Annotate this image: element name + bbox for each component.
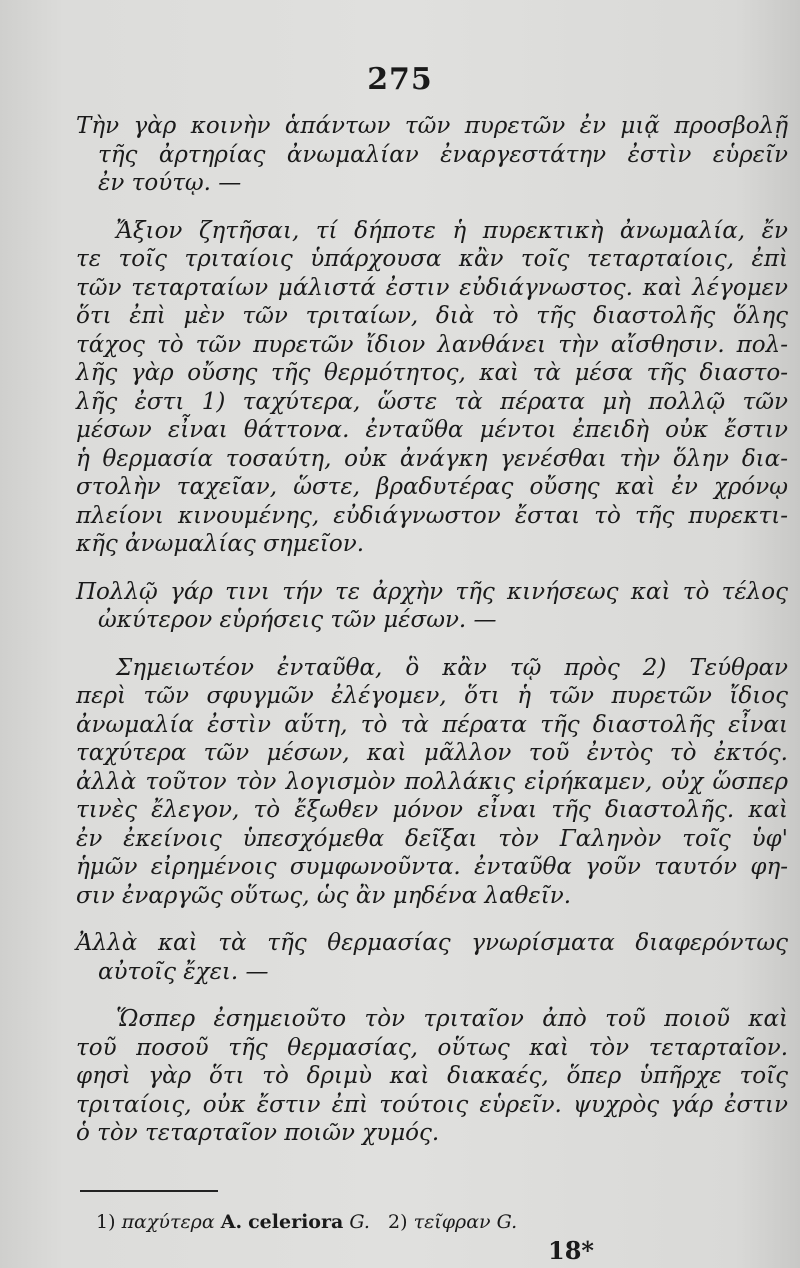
text-line: ὠκύτερον εὑρήσεις τῶν μέσων. —	[98, 607, 497, 633]
paragraph-commentary-3	[76, 1005, 788, 1148]
paragraph-commentary-2	[76, 654, 788, 911]
text-line: σιν ἐναργῶς οὕτως, ὡς ἂν μηδένα λαθεῖν.	[76, 882, 572, 909]
text-line: ὁ τὸν τεταρταῖον ποιῶν χυμός.	[76, 1120, 440, 1146]
text-line: κῆς ἀνωμαλίας σημεῖον.	[76, 531, 365, 557]
text-line: Ἄξιον ζητῆσαι, τί δήποτε ἡ πυρεκτικὴ ἀνωμαλία, ἔν	[116, 217, 788, 244]
text-line: ἐν τούτῳ. —	[98, 170, 242, 196]
text-line: τριταίοις, οὐκ ἔστιν ἐπὶ τούτοις εὑρεῖν. ψυχρὸς γάρ ἐστιν	[76, 1091, 788, 1118]
text-line: ἐν ἐκείνοις ὑπεσχόμεθα δεῖξαι τὸν Γαληνὸν τοῖς ὑφ'	[76, 825, 788, 852]
paragraph-lemma-1	[76, 112, 788, 198]
footnote-rule	[80, 1190, 218, 1192]
text-line: φησὶ γὰρ ὅτι τὸ δριμὺ καὶ διακαές, ὅπερ ὑπῆρχε τοῖς	[76, 1063, 788, 1089]
text-line: τάχος τὸ τῶν πυρετῶν ἴδιον λανθάνει τὴν αἴσθησιν. πολ-	[76, 331, 788, 358]
text-line: τῶν τεταρταίων μάλιστά ἐστιν εὐδιάγνωστος. καὶ λέγομεν	[76, 274, 788, 301]
text-line: ἀνωμαλία ἐστὶν αὕτη, τὸ τὰ πέρατα τῆς διαστολῆς εἶναι	[76, 711, 788, 738]
text-line: ὅτι ἐπὶ μὲν τῶν τριταίων, διὰ τὸ τῆς διαστολῆς ὅλης	[76, 303, 788, 329]
body-text	[76, 112, 788, 1167]
text-line: ἀλλὰ τοῦτον τὸν λογισμὸν πολλάκις εἰρήκαμεν, οὐχ ὥσπερ	[76, 768, 788, 795]
text-line: στολὴν ταχεῖαν, ὥστε, βραδυτέρας οὔσης καὶ ἐν χρόνῳ	[76, 474, 788, 500]
text-line: τινὲς ἔλεγον, τὸ ἔξωθεν μόνον εἶναι τῆς διαστολῆς. καὶ	[76, 797, 788, 823]
text-line: περὶ τῶν σφυγμῶν ἐλέγομεν, ὅτι ἡ τῶν πυρετῶν ἴδιος	[76, 683, 788, 709]
text-line: Τὴν γὰρ κοινὴν ἁπάντων τῶν πυρετῶν ἐν μιᾷ προσβολῇ	[76, 113, 788, 139]
signature-mark: 18*	[548, 1236, 594, 1265]
paragraph-commentary-1	[76, 217, 788, 559]
text-line: ταχύτερα τῶν μέσων, καὶ μᾶλλον τοῦ ἐντὸς τὸ ἐκτός.	[76, 740, 788, 766]
text-line: τῆς ἀρτηρίας ἀνωμαλίαν ἐναργεστάτην ἐστὶν εὑρεῖν	[98, 141, 788, 168]
footnote-2: 2) τεῖφραν G.	[388, 1211, 518, 1233]
text-line: Πολλῷ γάρ τινι τήν τε ἀρχὴν τῆς κινήσεως καὶ τὸ τέλος	[76, 578, 788, 605]
paragraph-lemma-3	[76, 929, 788, 986]
text-line: Ἀλλὰ καὶ τὰ τῆς θερμασίας γνωρίσματα διαφερόντως	[76, 930, 788, 956]
text-line: τοῦ ποσοῦ τῆς θερμασίας, οὕτως καὶ τὸν τεταρταῖον.	[76, 1034, 788, 1061]
footnotes	[96, 1210, 746, 1234]
text-line: λῆς γὰρ οὔσης τῆς θερμότητος, καὶ τὰ μέσα τῆς διαστο-	[76, 360, 788, 386]
text-line: Ὥσπερ ἐσημειοῦτο τὸν τριταῖον ἀπὸ τοῦ ποιοῦ καὶ	[116, 1006, 788, 1032]
text-line: λῆς ἐστι 1) ταχύτερα, ὥστε τὰ πέρατα μὴ πολλῷ τῶν	[76, 388, 788, 415]
page-number: 275	[367, 62, 433, 97]
text-line: τε τοῖς τριταίοις ὑπάρχουσα κἂν τοῖς τεταρταίοις, ἐπὶ	[76, 246, 788, 272]
text-line: Σημειωτέον ἐνταῦθα, ὃ κἂν τῷ πρὸς 2) Τεύθραν	[116, 654, 788, 681]
text-line: πλείονι κινουμένης, εὐδιάγνωστον ἔσται τὸ τῆς πυρεκτι-	[76, 502, 788, 529]
paragraph-lemma-2	[76, 578, 788, 635]
text-line: αὐτοῖς ἔχει. —	[98, 958, 269, 985]
footnote-1: 1) παχύτερα A. celeriora G.	[96, 1211, 370, 1233]
text-line: ἡ θερμασία τοσαύτη, οὐκ ἀνάγκη γενέσθαι τὴν ὅλην δια-	[76, 445, 788, 472]
text-line: ἡμῶν εἰρημένοις συμφωνοῦντα. ἐνταῦθα γοῦν ταυτόν φη-	[76, 854, 788, 880]
text-line: μέσων εἶναι θάττονα. ἐνταῦθα μέντοι ἐπειδὴ οὐκ ἔστιν	[76, 417, 788, 443]
